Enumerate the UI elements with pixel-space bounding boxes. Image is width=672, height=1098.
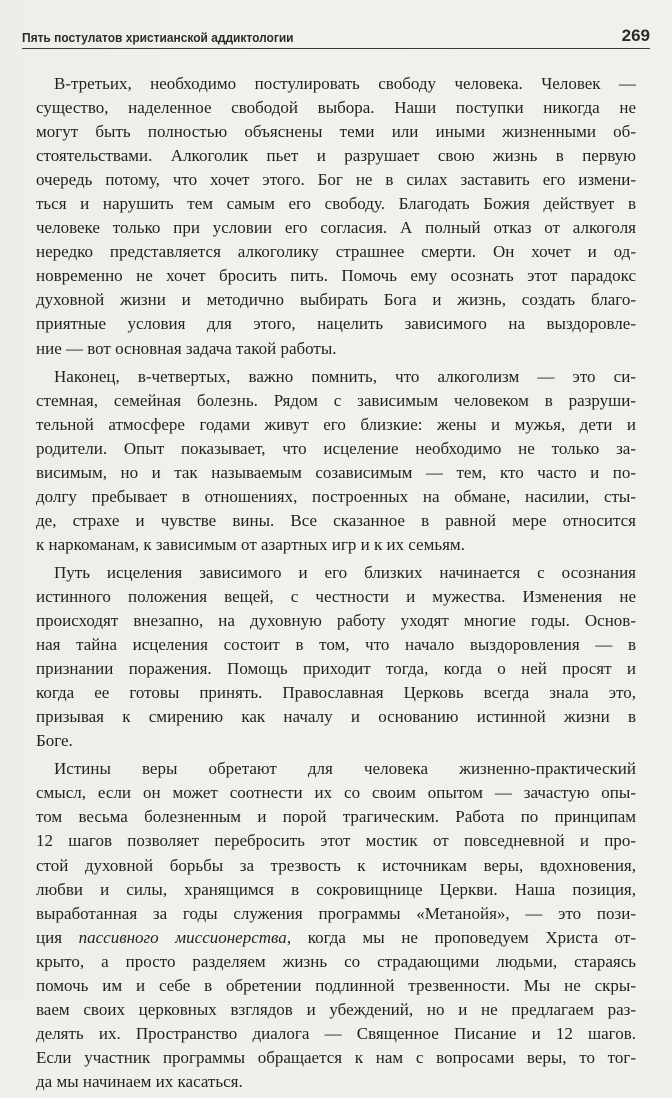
text-line: существо, наделенное свободой выбора. Наши поступки никогда не	[36, 98, 636, 118]
text-line: висимым, но и так называемым созависимым — тем, кто часто и по-	[36, 462, 636, 482]
paragraph-4	[18, 757, 636, 1094]
text-line: Путь исцеления зависимого и его близких начинается с осознания	[54, 562, 636, 582]
text-line: происходят внезапно, на духовную работу уходят многие годы. Основ-	[36, 611, 636, 631]
text-line: нередко представляется алкоголику страшнее смерти. Он хочет и од-	[36, 242, 636, 262]
text-line: очередь потому, что хочет этого. Бог не в силах заставить его измени-	[36, 170, 636, 190]
text-line: Истины веры обретают для человека жизненно-практический	[54, 759, 636, 779]
text-line: когда ее готовы принять. Православная Церковь всегда знала это,	[36, 683, 636, 703]
text-line: призывая к смирению как началу и основанию истинной жизни в	[36, 707, 636, 727]
text-line: делять их. Пространство диалога — Священное Писание и 12 шагов.	[36, 1023, 636, 1043]
text-line: признании поражения. Помощь приходит тогда, когда о ней просят и	[36, 659, 636, 679]
paragraph-3	[18, 561, 636, 753]
text-line: том весьма болезненным и порой трагическим. Работа по принципам	[36, 807, 636, 827]
text-line: выработанная за годы служения программы «Метанойя», — это пози-	[36, 903, 636, 923]
text-line: человеке только при условии его согласия. А полный отказ от алкоголя	[36, 218, 636, 238]
text-line: приятные условия для этого, нацелить зависимого на выздоровле-	[36, 314, 636, 334]
text-line: помочь им и себе в обретении подлинной трезвенности. Мы не скры-	[36, 975, 636, 995]
text-line: к наркоманам, к зависимым от азартных игр и к их семьям.	[36, 534, 465, 554]
text-line: ваем своих церковных взглядов и убеждений, но и не предлагаем раз-	[36, 999, 636, 1019]
page-header	[22, 26, 650, 49]
emphasis-text: пассивного миссионерства	[78, 927, 287, 947]
text-line: Боге.	[36, 731, 73, 751]
text-line: ться и нарушить тем самым его свободу. Благодать Божия действует в	[36, 194, 636, 214]
text-line: духовной жизни и методично выбирать Бога и жизнь, создать благо-	[36, 290, 636, 310]
text-line: родители. Опыт показывает, что исцеление необходимо не только за-	[36, 438, 636, 458]
text-line: смысл, если он может соотнести их со своим опытом — зачастую опы-	[36, 783, 636, 803]
text-line: Если участник программы обращается к нам с вопросами веры, то тог-	[36, 1047, 636, 1067]
text-line: долгу пребывает в отношениях, построенных на обмане, насилии, сты-	[36, 486, 636, 506]
page-number: 269	[621, 26, 650, 45]
text-line: истинного положения вещей, с честности и мужества. Изменения не	[36, 586, 636, 606]
text-line-with-emphasis	[18, 926, 636, 950]
text-line: стой духовной борьбы за трезвость к источникам веры, вдохновения,	[36, 855, 636, 875]
text-line: стемная, семейная болезнь. Рядом с зависимым человеком в разруши-	[36, 390, 636, 410]
text-line: стоятельствами. Алкоголик пьет и разрушает свою жизнь в первую	[36, 146, 636, 166]
text-line: Наконец, в-четвертых, важно помнить, что алкоголизм — это си-	[54, 366, 636, 386]
text-line: тельной атмосфере годами живут его близкие: жены и мужья, дети и	[36, 414, 636, 434]
text-line: 12 шагов позволяет перебросить этот мостик от повседневной и про-	[36, 831, 636, 851]
text-line: крыто, а просто разделяем жизнь со страдающими людьми, стараясь	[36, 951, 636, 971]
text-line: В-третьих, необходимо постулировать свободу человека. Человек —	[54, 74, 636, 93]
text-fragment: , когда мы не проповедуем Христа от-	[286, 927, 636, 947]
text-line: ние — вот основная задача такой работы.	[36, 338, 337, 358]
text-line: де, страхе и чувстве вины. Все сказанное в равной мере относится	[36, 510, 636, 530]
text-line: любви и силы, хранящимся в сокровищнице Церкви. Наша позиция,	[36, 879, 636, 899]
paragraph-1	[18, 72, 636, 361]
body-text	[18, 72, 636, 1098]
running-title: Пять постулатов христианской аддиктологии	[22, 30, 294, 45]
text-fragment: ция	[36, 927, 63, 947]
text-line: ная тайна исцеления состоит в том, что начало выздоровления — в	[36, 635, 636, 655]
text-line: могут быть полностью объяснены теми или иными жизненными об-	[36, 122, 636, 142]
text-line: да мы начинаем их касаться.	[36, 1071, 243, 1091]
text-line: новременно не хочет бросить пить. Помочь ему осознать этот парадокс	[36, 266, 636, 286]
paragraph-2	[18, 365, 636, 557]
